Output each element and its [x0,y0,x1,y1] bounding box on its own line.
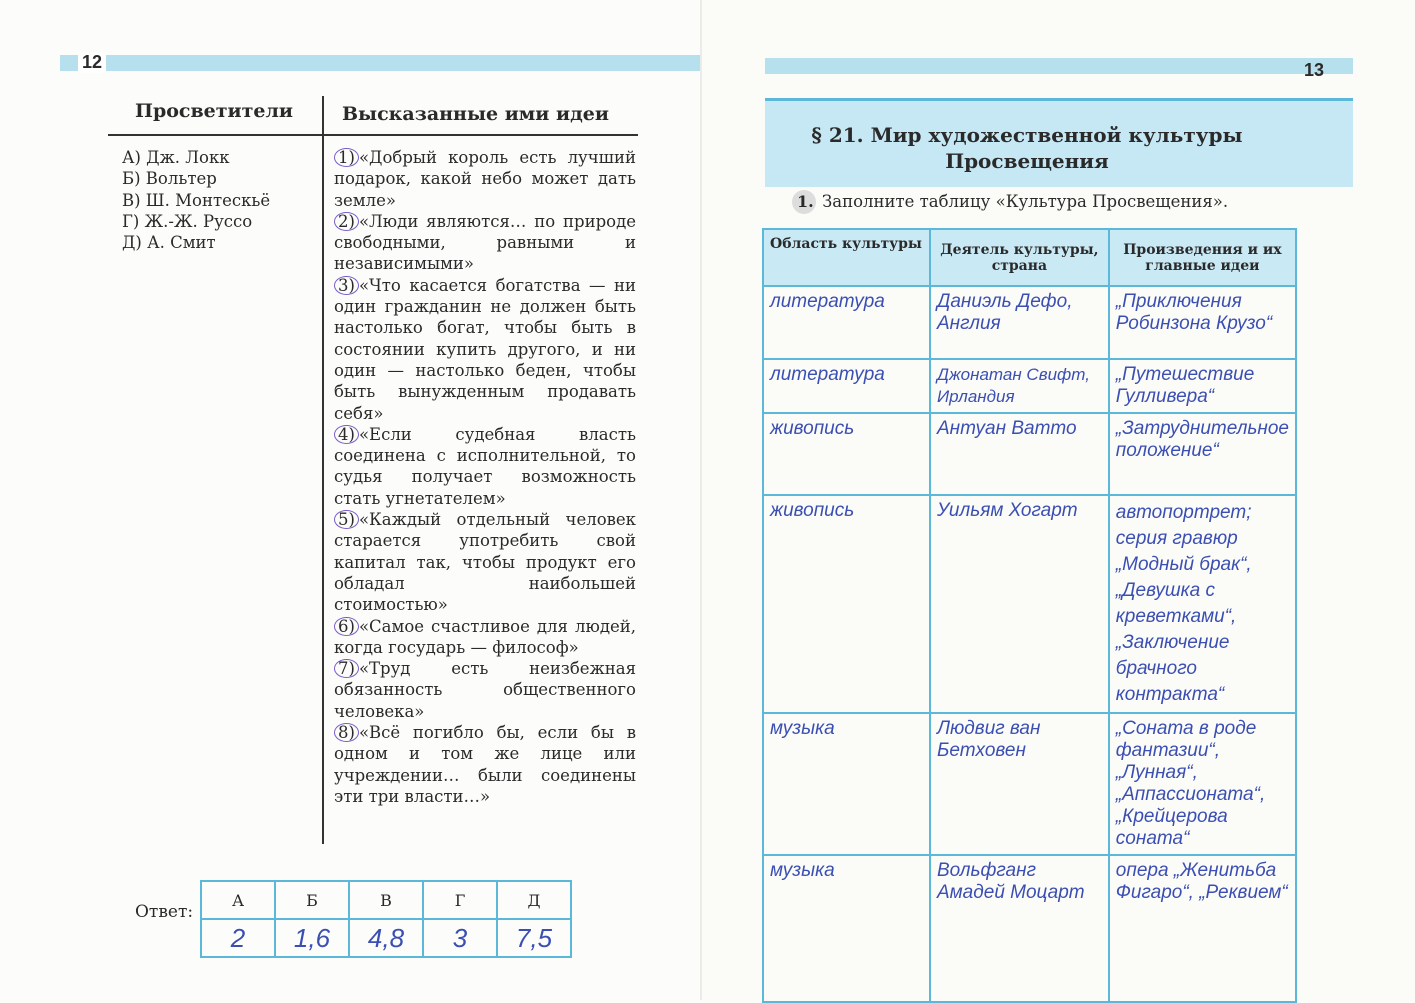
answer-value[interactable]: 7,5 [497,919,571,957]
idea-text: «Добрый король есть лучший подарок, какой небо может дать земле» [334,148,636,210]
answer-value[interactable]: 1,6 [275,919,349,957]
idea-number: 5) [334,510,359,529]
answer-table [200,880,572,958]
enlighteners-list [122,147,317,253]
page-number: 12 [78,52,106,73]
idea-text: «Если судебная власть соединена с исполнительной, то судья получает возможность стать угнетателем» [334,424,636,508]
idea-item [334,509,636,615]
works-cell[interactable]: опера „Женитьба Фигаро“, „Реквием“ [1109,855,1296,1002]
idea-text: «Люди являются… по природе свободными, равными и независимыми» [334,211,636,274]
ideas-list [334,147,636,807]
culture-table [762,228,1297,1003]
idea-item [334,616,636,659]
figure-cell[interactable]: Джонатан Свифт, Ирландия [930,359,1109,413]
idea-text: «Всё погибло бы, если бы в одном и том же лице или учреждении… были соединены эти три власти…» [334,723,636,806]
column-header-enlighteners: Просветители [135,100,293,122]
task-number: 1. [797,192,814,211]
figure-cell[interactable]: Уильям Хогарт [930,495,1109,713]
enlightener: Д) А. Смит [122,233,216,253]
idea-item [334,722,636,807]
column-divider [322,96,324,844]
figure-cell[interactable]: Даниэль Дефо, Англия [930,286,1109,359]
area-cell[interactable]: литература [763,286,930,359]
page-header-bar [60,55,700,71]
area-cell[interactable]: музыка [763,713,930,855]
left-page [0,0,702,1000]
right-page [702,0,1415,1000]
column-header-area: Область культуры [763,229,930,286]
answer-letter: Б [275,881,349,919]
idea-item [334,275,636,424]
column-header-figure: Деятель культуры, страна [930,229,1109,286]
answer-letter: Г [423,881,497,919]
area-cell[interactable]: живопись [763,495,930,713]
figure-cell[interactable]: Вольфганг Амадей Моцарт [930,855,1109,1002]
idea-number: 6) [334,617,359,636]
answer-letter: Д [497,881,571,919]
idea-item [334,211,636,275]
idea-number: 2) [334,212,359,231]
answer-value[interactable]: 2 [201,919,275,957]
figure-cell[interactable]: Антуан Ватто [930,413,1109,495]
works-cell[interactable]: „Затруднительное положение“ [1109,413,1296,495]
header-rule [108,134,638,136]
answer-letter: В [349,881,423,919]
idea-number: 8) [334,723,359,742]
enlightener: А) Дж. Локк [122,148,230,167]
section-title: § 21. Мир художественной культуры Просвещения [811,123,1243,173]
answer-letter: А [201,881,275,919]
idea-item [334,147,636,211]
table-row [763,495,1296,713]
area-cell[interactable]: музыка [763,855,930,1002]
table-row [763,286,1296,359]
enlightener: Г) Ж.-Ж. Руссо [122,211,253,231]
page-header-bar [765,58,1353,74]
works-cell[interactable]: автопортрет; серия гравюр „Модный брак“, „Девушка с креветками“, „Заключение брачного контракта“ [1109,495,1296,713]
task-text: Заполните таблицу «Культура Просвещения». [822,192,1229,211]
works-cell[interactable]: „Путешествие Гулливера“ [1109,359,1296,413]
answer-value[interactable]: 3 [423,919,497,957]
enlightener: В) Ш. Монтескьё [122,190,271,210]
idea-text: «Самое счастливое для людей, когда государь — философ» [334,616,636,657]
table-row [763,359,1296,413]
works-cell[interactable]: „Приключения Робинзона Крузо“ [1109,286,1296,359]
idea-item [334,424,636,509]
table-row [763,713,1296,855]
idea-number: 1) [334,148,359,167]
works-cell[interactable]: „Соната в роде фантазии“, „Лунная“, „Аппассионата“, „Крейцерова соната“ [1109,713,1296,855]
page-number: 13 [1304,60,1325,80]
enlightener: Б) Вольтер [122,169,217,189]
idea-text: «Каждый отдельный человек старается употребить свой капитал так, чтобы продукт его обладал наибольшей стоимостью» [334,510,636,615]
idea-number: 4) [334,425,359,444]
area-cell[interactable]: литература [763,359,930,413]
table-row [763,855,1296,1002]
idea-number: 3) [334,276,359,295]
area-cell[interactable]: живопись [763,413,930,495]
answer-value[interactable]: 4,8 [349,919,423,957]
idea-number: 7) [334,659,359,678]
idea-item [334,658,636,722]
idea-text: «Что касается богатства — ни один гражданин не должен быть настолько богат, чтобы быть в состоянии купить другого, и ни один — настолько беден, чтобы быть вынужденным продавать себя» [334,275,636,423]
column-header-ideas: Высказанные ими идеи [342,103,609,125]
answer-label: Ответ: [135,902,194,922]
table-row [763,413,1296,495]
figure-cell[interactable]: Людвиг ван Бетховен [930,713,1109,855]
column-header-works: Произведения и их главные идеи [1109,229,1296,286]
idea-text: «Труд есть неизбежная обязанность общественного человека» [334,659,636,721]
